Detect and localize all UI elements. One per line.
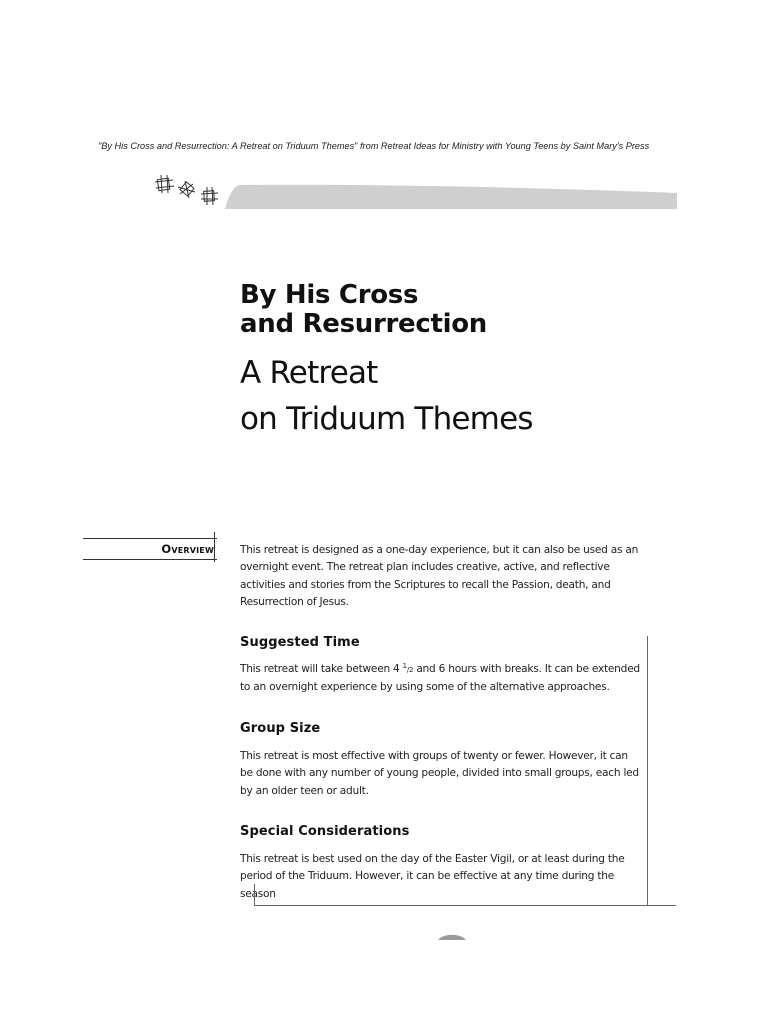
overview-rule-bottom — [83, 559, 217, 560]
frame-rule-right — [647, 636, 648, 906]
overview-paragraph: This retreat is designed as a one-day experience, but it can also be used as an overnight event. The retreat plan includes creative, active, and reflective activities and stories from the Scriptures to recall the Passion, death, and Resurrection of Jesus. — [240, 544, 639, 608]
fraction-numerator: 1 — [402, 662, 407, 670]
subtitle-line-2: on Triduum Themes — [240, 401, 533, 437]
fraction-denominator: 2 — [408, 666, 414, 674]
time-text-before: This retreat will take between 4 — [240, 663, 403, 675]
time-text-after: and 6 hours with breaks. It can be extended to an overnight experience by using some of the alternative approaches. — [240, 663, 640, 694]
suggested-time-heading: Suggested Time — [240, 635, 360, 650]
group-size-paragraph: This retreat is most effective with groups of twenty or fewer. However, it can be done with any number of young people, divided into small groups, each led by an older teen or adult. — [240, 750, 639, 797]
overview-label: Overview — [161, 542, 214, 556]
special-considerations-heading: Special Considerations — [240, 824, 410, 839]
page-title — [240, 281, 670, 339]
overview-rule-top — [83, 538, 217, 539]
suggested-time-paragraph — [240, 661, 645, 697]
header-banner — [225, 183, 677, 211]
fraction-separator: / — [406, 666, 409, 674]
sketch-squares-icon — [153, 172, 223, 208]
frame-rule-bottom — [254, 905, 676, 906]
source-attribution: "By His Cross and Resurrection: A Retreat on Triduum Themes" from Retreat Ideas for Ministry with Young Teens by Saint Mary's Press — [98, 141, 650, 151]
frame-rule-left — [254, 884, 255, 905]
page-number-tab-icon — [438, 931, 466, 941]
subtitle-line-1: A Retreat — [240, 355, 378, 391]
title-line-1: By His Cross — [240, 280, 419, 310]
overview-tick — [214, 532, 215, 562]
group-size-heading: Group Size — [240, 721, 321, 736]
special-considerations-paragraph: This retreat is best used on the day of the Easter Vigil, or at least during the period of the Triduum. However, it can be effective at any time during the season — [240, 853, 625, 900]
page-subtitle — [240, 350, 670, 442]
title-line-2: and Resurrection — [240, 309, 487, 339]
